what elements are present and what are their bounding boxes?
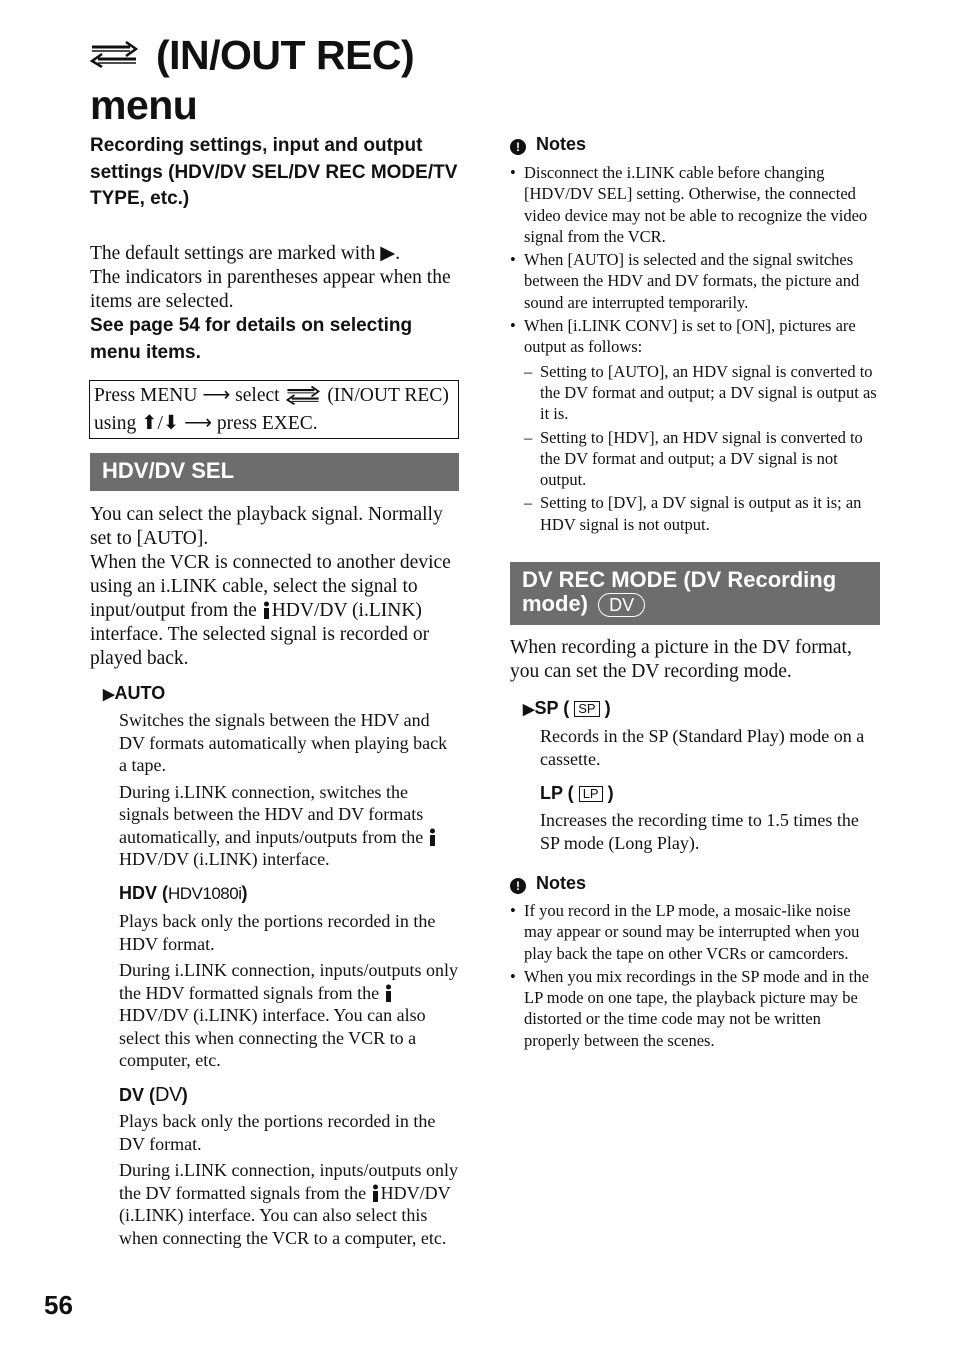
instruction-part1: Press MENU ⟶ select — [94, 385, 280, 406]
notes-heading — [510, 871, 586, 895]
hdv-desc-p2a: During i.LINK connection, inputs/outputs only the HDV formatted signals from the — [119, 960, 458, 1003]
instruction-part2: (IN/OUT REC) using ⬆/⬇ ⟶ press EXEC. — [94, 385, 449, 434]
in-out-rec-icon — [90, 29, 138, 79]
auto-desc-p2b: HDV/DV (i.LINK) interface. — [119, 849, 330, 869]
option-sp-description: Records in the SP (Standard Play) mode on a cassette. — [540, 726, 865, 769]
dv-mode-indicator: DV — [598, 593, 645, 617]
sub-list-item: – Setting to [DV], a DV signal is output as it is; an HDV signal is not output. — [524, 492, 880, 535]
list-item: • When you mix recordings in the SP mode and in the LP mode on one tape, the playback picture may be distorted or the time code may not be written properly between the scenes. — [510, 966, 880, 1051]
lp-indicator: LP — [579, 786, 603, 802]
hdv-desc-p2 — [119, 959, 459, 1072]
title-line1: (IN/OUT REC) — [156, 32, 415, 78]
note-icon: ! — [510, 139, 526, 155]
option-lp-label: LP ( — [540, 783, 574, 803]
ilink-icon — [371, 1184, 380, 1202]
intro-default-marker: The default settings are marked with ▶. — [90, 243, 401, 264]
sub-list-item: – Setting to [HDV], an HDV signal is converted to the DV format and output; a DV signal is not output. — [524, 427, 880, 491]
option-auto-description — [119, 709, 459, 875]
list-item — [510, 315, 880, 535]
notes1-list — [510, 162, 880, 537]
intro-indicators: The indicators in parentheses appear when the items are selected. — [90, 267, 451, 312]
hdv-dv-sel-heading: HDV/DV SEL — [90, 453, 459, 491]
auto-desc-p2 — [119, 781, 459, 871]
option-hdv-close: ) — [241, 883, 248, 903]
in-out-rec-icon — [286, 385, 320, 412]
dv-rec-mode-description: When recording a picture in the DV format, you can set the DV recording mode. — [510, 637, 852, 682]
hdv-dv-sel-desc-c: HDV/DV (i.LINK) interface. The selected signal is recorded or played back. — [90, 600, 430, 669]
option-hdv — [119, 881, 248, 906]
option-dv — [119, 1083, 188, 1107]
option-sp-close: ) — [604, 698, 611, 718]
note-icon: ! — [510, 878, 526, 894]
option-lp — [540, 781, 614, 805]
notes1-heading-text: Notes — [536, 134, 587, 154]
hdv-dv-sel-description — [90, 503, 460, 671]
option-lp-description: Increases the recording time to 1.5 times the SP mode (Long Play). — [540, 810, 859, 853]
option-dv-description — [119, 1110, 459, 1253]
see-page-link: See page 54 for details on selecting menu items. — [90, 315, 413, 363]
section-subtitle: Recording settings, input and output settings (HDV/DV SEL/DV REC MODE/TV TYPE, etc.) — [90, 135, 458, 209]
title-line2: menu — [90, 82, 198, 128]
dv-desc-p2 — [119, 1159, 459, 1249]
auto-desc-p1: Switches the signals between the HDV and DV formats automatically when playing back a tape. — [119, 710, 448, 775]
auto-desc-p2a: During i.LINK connection, switches the signals between the HDV and DV formats automatically, and inputs/outputs from the — [119, 781, 424, 847]
option-auto-label: AUTO — [114, 683, 166, 703]
page-number: 56 — [44, 1290, 73, 1320]
dv-rec-mode-heading — [510, 562, 880, 625]
option-dv-close: ) — [181, 1085, 188, 1105]
option-dv-label: DV ( — [119, 1085, 155, 1105]
list-item: • Disconnect the i.LINK cable before changing [HDV/DV SEL] setting. Otherwise, the connected video device may not be able to recognize the video signal from the VCR. — [510, 162, 880, 247]
notes2-list — [510, 900, 880, 1053]
dv-indicator: DV — [155, 1084, 182, 1106]
ilink-icon — [384, 984, 393, 1002]
intro-text — [90, 242, 460, 314]
option-auto — [103, 681, 165, 707]
option-lp-close: ) — [607, 783, 614, 803]
dv-desc-p2b: HDV/DV (i.LINK) interface. You can also select this when connecting the VCR to a computer, etc. — [119, 1182, 451, 1248]
sp-indicator: SP — [574, 701, 599, 717]
ilink-icon — [428, 828, 437, 846]
ilink-icon — [262, 601, 271, 619]
hdv-dv-sel-desc-a: You can select the playback signal. Normally set to [AUTO]. — [90, 504, 443, 549]
default-marker-icon: ▶ — [523, 701, 535, 718]
option-hdv-description — [119, 910, 459, 1076]
hdv1080i-indicator: HDV1080i — [168, 884, 242, 903]
hdv-desc-p2b: HDV/DV (i.LINK) interface. You can also select this when connecting the VCR to a computer, etc. — [119, 1005, 426, 1070]
page-title — [90, 30, 414, 130]
hdv-desc-p1: Plays back only the portions recorded in the HDV format. — [119, 911, 436, 954]
notes2-heading-text: Notes — [536, 873, 587, 893]
list-item-text: When [i.LINK CONV] is set to [ON], pictures are output as follows: — [524, 316, 856, 357]
instruction-box — [89, 380, 459, 439]
list-item: • When [AUTO] is selected and the signal switches between the HDV and DV formats, the picture and sound are interrupted temporarily. — [510, 249, 880, 313]
dv-rec-mode-heading-text: DV REC MODE (DV Recording mode) — [522, 567, 837, 616]
default-marker-icon: ▶ — [103, 686, 115, 703]
list-item: • If you record in the LP mode, a mosaic-like noise may appear or sound may be interrupted when you play back the tape on other VCRs or camcorders. — [510, 900, 880, 964]
dv-desc-p2a: During i.LINK connection, inputs/outputs only the DV formatted signals from the — [119, 1160, 458, 1203]
sub-list-item: – Setting to [AUTO], an HDV signal is converted to the DV format and output; a DV signal is output as it is. — [524, 361, 880, 425]
notes-heading — [510, 132, 586, 156]
option-sp — [523, 696, 611, 722]
dv-desc-p1: Plays back only the portions recorded in the DV format. — [119, 1111, 436, 1154]
option-sp-label: SP ( — [534, 698, 570, 718]
hdv-dv-sel-desc-b: When the VCR is connected to another device using an i.LINK cable, select the signal to input/output from the — [90, 552, 451, 621]
option-hdv-label: HDV ( — [119, 883, 168, 903]
